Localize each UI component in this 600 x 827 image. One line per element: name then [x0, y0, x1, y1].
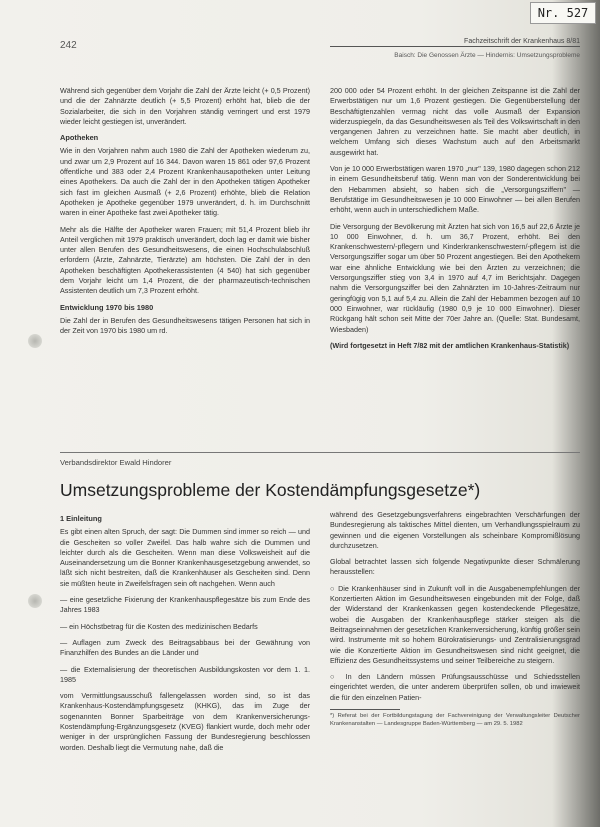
paragraph: Wie in den Vorjahren nahm auch 1980 die Zahl der Apotheken wiederum zu, und zwar um 2,9 Prozent auf 16 344. Davon waren 15 861 oder 97,6 Prozent öffentliche und 383 oder 2,4 Prozent Krankenhausapotheken unter Leitung eines Apothekers. Da auch die Zahl der in den Apotheken tätigen Apotheker sich fast im gleichen Ausmaß (+ 2,6 Prozent) erhöhte, blieb die Relation Apotheken je Apotheke gegenüber 1979 unverändert, d. h. im Durchschnitt waren in einer Apotheke fast zwei Apotheker tätig.: [60, 146, 310, 218]
paragraph: während des Gesetzgebungsverfahrens eingebrachten Verschärfungen der Bundesregierung als taktisches Mittel dienten, um Verhandlungsspielraum zu gewinnen und die eigenen Vorstellungen als scheinbare Kompromißlösung durchzusetzen.: [330, 510, 580, 550]
column-bottom-right: [330, 510, 580, 728]
paragraph: Die Versorgung der Bevölkerung mit Ärzten hat sich von 16,5 auf 22,6 Ärzte je 10 000 Einwohner, d. h. um 36,7 Prozent, erhöht. Bei den Krankenschwestern/-pflegern und Kinderkrankenschwestern/-pflegern ist die Versorgungsziffer sogar um über 50 Prozent angestiegen. Bei den Apothekern war eine ähnliche Entwicklung wie bei den Ärzten zu verzeichnen; die Versorgungsziffer stieg von 3,4 in 1970 auf 4,7 im Berichtsjahr. Dagegen nahm die Versorgungsziffer bei den Zahnärzten im 10-Jahres-Zeitraum nur geringfügig von 5,1 auf 5,4 zu. Allein die Zahl der Hebammen bezogen auf 10 000 Einwohner, war rückläufig (1980 0,9 je 10 000 Einwohner). Dieser Rückgang hält schon seit Mitte der 70er Jahre an. (Quelle: Stat. Bundesamt, Wiesbaden): [330, 221, 580, 334]
paragraph: Während sich gegenüber dem Vorjahr die Zahl der Ärzte leicht (+ 0,5 Prozent) und die der Zahnärzte deutlich (+ 5,5 Prozent) erhöht hat, blieb die der Sozialarbeiter, die sich in den Vorjahren ständig verringert und erst 1979 wieder leicht gestiegen ist, unverändert.: [60, 86, 310, 126]
dash-item: — die Externalisierung der theoretischen Ausbildungskosten vor dem 1. 1. 1985: [60, 664, 310, 684]
paragraph: Es gibt einen alten Spruch, der sagt: Die Dummen sind immer so reich — und die Gescheiten so voller Zweifel. Das halb wahre sich die Dummen und leichter durch als die Gescheiten. Wenn man diese Volksweisheit auf die Auseinandersetzung um die Bonner Krankenhausgesetzgebung anwendet, so läßt sich nicht bestreiten, daß die Krankenhäuser als Gescheiten sind. Denn sie müßten heute in Zweifelsfragen sein oft nachgehen. Wenn auch: [60, 527, 310, 588]
running-head: Fachzeitschrift der Krankenhaus 8/81: [330, 38, 580, 47]
dash-item: — eine gesetzliche Fixierung der Krankenhauspflegesätze bis zum Ende des Jahres 1983: [60, 595, 310, 615]
bullet-item: ○ Die Krankenhäuser sind in Zukunft voll in die Ausgabenempfehlungen der Konzertierten Aktion im Gesundheitswesen eingebunden mit der Folge, daß der Widerstand der Krankenkassen gegen kostendeckende Pflegesätze, wobei die Ausgaben der Krankenhauspflege stärker steigen als die Beitragseinnahmen der gesetzlichen Krankenversicherung, künftig größer sein wird. Instrumente mit so hohem Bürokratisierungs- und Zentralisierungsgrad wie die Konzertierte Aktion im Gesundheitswesen sind nicht geeignet, die Effizienz des Gesundheitssystems und seiner Teilbereiche zu steigern.: [330, 583, 580, 665]
punch-hole-bottom: [28, 594, 42, 608]
continuation-note: (Wird fortgesetzt in Heft 7/82 mit der amtlichen Krankenhaus-Statistik): [330, 340, 570, 350]
dash-item: — Auflagen zum Zweck des Beitragsabbaus bei der Gewährung von Finanzhilfen des Bundes an die Länder und: [60, 637, 310, 658]
footnote: *) Referat bei der Fortbildungstagung der Fachvereinigung der Verwaltungsleiter Deutscher Krankenanstalten — Landesgruppe Baden-Württemberg — am 29. 5. 1982: [330, 713, 580, 727]
column-bottom-left: [60, 510, 310, 759]
paragraph: Global betrachtet lassen sich folgende Negativpunkte dieser Schmälerung herausstellen:: [330, 557, 580, 577]
paragraph: Mehr als die Hälfte der Apotheker waren Frauen; mit 51,4 Prozent blieb ihr Anteil verglichen mit 1979 praktisch unverändert, doch lag er damit wie bisher unter allen Berufen des Gesundheitswesens, die einen Hochschulabschluß erfordern (Ärzte, Zahnärzte, Tierärzte) am höchsten. Die Zahl der in den Apotheken beschäftigten Apothekerassistenten (4 540) hat sich gegenüber dem Vorjahr leicht um 1,4 Prozent, die der pharmazeutisch-technischen Assistenten deutlich um 7,3 Prozent erhöht.: [60, 224, 310, 296]
dash-item: — ein Höchstbetrag für die Kosten des medizinischen Bedarfs: [60, 621, 258, 631]
punch-hole-top: [28, 334, 42, 348]
section-heading-entwicklung: Entwicklung 1970 bis 1980: [60, 302, 154, 312]
column-top-left: [60, 86, 310, 343]
page-number: 242: [60, 40, 77, 51]
running-subhead: Baisch: Die Genossen Ärzte — Hindernis: Umsetzungsprobleme: [394, 52, 580, 59]
archive-stamp: Nr. 527: [530, 2, 596, 24]
paragraph: Die Zahl der in Berufen des Gesundheitswesens tätigen Personen hat sich in der Zeit von 1970 bis 1980 um rd.: [60, 315, 310, 336]
section-heading-apotheken: Apotheken: [60, 133, 99, 143]
section-heading-einleitung: 1 Einleitung: [60, 514, 102, 523]
paragraph: 200 000 oder 54 Prozent erhöht. In der gleichen Zeitspanne ist die Zahl der Erwerbstätigen nur um 1,6 Prozent gestiegen. Die Gegenüberstellung der Beschäftigtenzahlen vermag nicht das volle Ausmaß der Expansion widerzuspiegeln, da das Gesundheitswesen als Teil des Volkswirtschaft in den vergangenen Jahren zu verzeichnen hatte. Sie macht aber deutlich, in welchem Umfang sich dieses Wachstum auch auf den Arbeitsmarkt ausgewirkt hat.: [330, 86, 580, 157]
paragraph: vom Vermittlungsausschuß fallengelassen worden sind, so ist das Krankenhaus-Kostendämpfungsgesetz (KHKG), das im Zuge der sogenannten Bonner Sparbeiträge von dem Krankenversicherungs-Kostendämpfung-Ergänzungsgesetz (KVEG) flankiert wurde, doch mehr oder weniger in der ursprünglichen Fassung der Bundesregierung beschlossen worden. Deshalb liegt die Vermutung nahe, daß die: [60, 691, 310, 752]
section-divider: [60, 452, 580, 453]
paragraph: Von je 10 000 Erwerbstätigen waren 1970 „nur" 139, 1980 dagegen schon 212 in einem Gesundheitsberuf tätig. Wenn man von der Sonderentwicklung bei den Hebammen absieht, so haben sich die „Versorgungsziffern" — Berufstätige im Gesundheitswesen je 10 000 Einwohner — bei allen Berufen erhöht, wenn auch in unterschiedlichem Maße.: [330, 164, 580, 215]
article-author: Verbandsdirektor Ewald Hindorer: [60, 458, 172, 467]
bullet-item: ○ In den Ländern müssen Prüfungsausschüsse und Schiedsstellen eingerichtet werden, die unter anderem überprüfen sollen, ob und inwieweit die für den einzelnen Patien-: [330, 672, 580, 702]
footnote-rule: [330, 709, 400, 710]
article-title: Umsetzungsprobleme der Kostendämpfungsgesetze*): [60, 480, 481, 500]
column-top-right: [330, 86, 580, 357]
